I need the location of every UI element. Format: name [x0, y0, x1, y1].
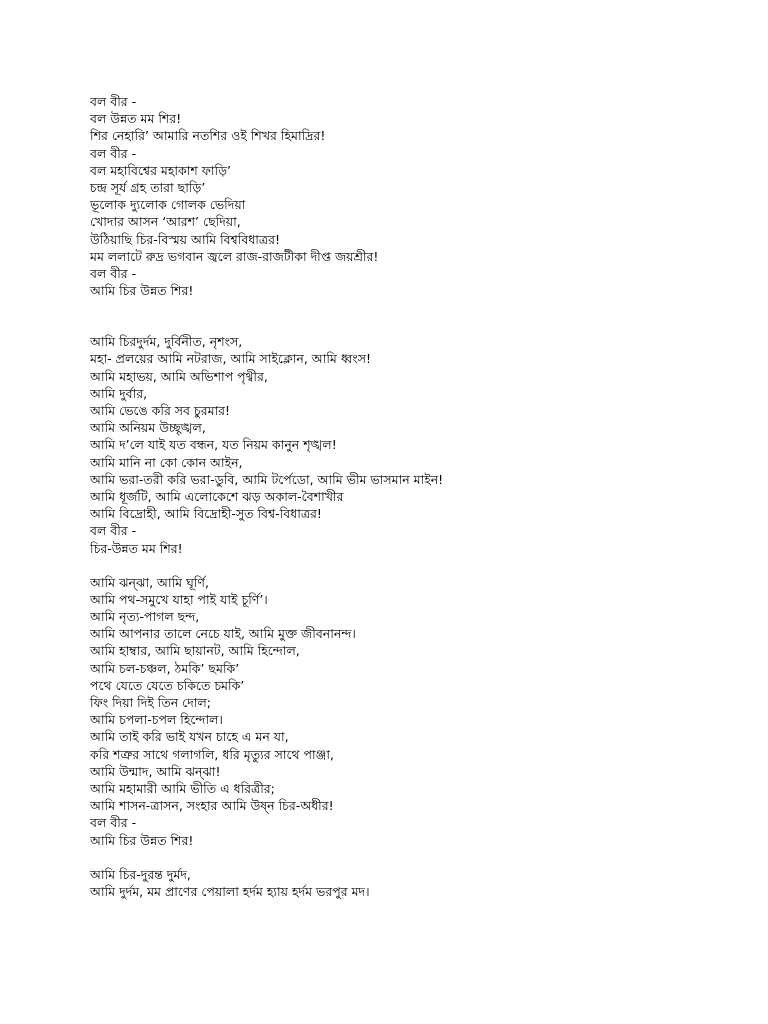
stanza-1	[90, 93, 730, 299]
poem-line: করি শত্রুর সাথে গলাগলি, ধরি মৃত্যুর সাথে পাঞ্জা,	[90, 746, 334, 762]
poem-line: বল বীর -	[90, 145, 137, 161]
poem-body	[90, 93, 730, 900]
poem-line: আমি চল-চঞ্চল, ঠমকি’ ছমকি’	[90, 660, 240, 676]
poem-line: আমি ধূর্জটি, আমি এলোকেশে ঝড় অকাল-বৈশাখীর	[90, 488, 344, 504]
stanza-break	[90, 557, 730, 574]
stanza-4	[90, 866, 730, 900]
poem-line: বল উন্নত মম শির!	[90, 111, 182, 127]
poem-line: বল মহাবিশ্বের মহাকাশ ফাড়ি’	[90, 162, 232, 178]
poem-line: আমি পথ-সমুখে যাহা পাই যাই চূর্ণি’।	[90, 591, 268, 607]
poem-line: আমি মানি না কো কোন আইন,	[90, 454, 243, 470]
poem-line: চন্দ্র সূর্য গ্রহ তারা ছাড়ি’	[90, 179, 206, 195]
poem-line: ভূলোক দ্যুলোক গোলক ভেদিয়া	[90, 197, 246, 213]
poem-line: উঠিয়াছি চির-বিস্ময় আমি বিশ্ববিধাত্রর!	[90, 231, 280, 247]
poem-line: আমি চির-দুরন্ত দুর্মদ,	[90, 866, 191, 882]
poem-line: পথে যেতে যেতে চকিতে চমকি’	[90, 677, 245, 693]
poem-line: চির-উন্নত মম শির!	[90, 540, 183, 556]
poem-line: আমি চিরদুর্দম, দুর্বিনীত, নৃশংস,	[90, 334, 243, 350]
poem-line: আমি হাম্বার, আমি ছায়ানট, আমি হিন্দোল,	[90, 643, 300, 659]
poem-line: আমি বিদ্রোহী, আমি বিদ্রোহী-সুত বিশ্ব-বিধাত্রর!	[90, 506, 322, 522]
poem-line: আমি নৃত্য-পাগল ছন্দ,	[90, 609, 200, 625]
poem-line: আমি চির উন্নত শির!	[90, 832, 194, 848]
poem-line: বল বীর -	[90, 265, 137, 281]
stanza-2	[90, 333, 730, 556]
poem-line: বল বীর -	[90, 523, 137, 539]
poem-line: আমি ভেঙে করি সব চুরমার!	[90, 403, 231, 418]
poem-line: আমি মহাভয়, আমি অভিশাপ পৃথ্বীর,	[90, 368, 268, 384]
poem-line: আমি মহামারী আমি ভীতি এ ধরিত্রীর;	[90, 780, 275, 796]
poem-line: খোদার আসন ‘আরশ’ ছেদিয়া,	[90, 214, 241, 230]
stanza-break	[90, 299, 730, 333]
poem-line: আমি চির উন্নত শির!	[90, 283, 194, 299]
poem-line: আমি দ’লে যাই যত বন্ধন, যত নিয়ম কানুন শৃঙ্খল!	[90, 437, 337, 453]
poem-line: মহা- প্রলয়ের আমি নটরাজ, আমি সাইক্লোন, আমি ধ্বংস!	[90, 351, 371, 367]
poem-line: আমি তাই করি ভাই যখন চাহে এ মন যা,	[90, 729, 289, 745]
poem-line: মম ললাটে রুদ্র ভগবান জ্বলে রাজ-রাজটীকা দীপ্ত জয়শ্রীর!	[90, 248, 379, 264]
poem-line: আমি অনিয়ম উচ্ছৃঙ্খল,	[90, 420, 206, 436]
poem-line: আমি দুর্বার,	[90, 385, 148, 401]
poem-line: আমি ভরা-তরী করি ভরা-ডুবি, আমি টর্পেডো, আমি ভীম ভাসমান মাইন!	[90, 471, 444, 487]
poem-line: শির নেহারি’ আমারি নতশির ওই শিখর হিমাদ্রির!	[90, 128, 326, 144]
poem-line: আমি উন্মাদ, আমি ঝন্ঝা!	[90, 763, 221, 779]
poem-line: আমি আপনার তালে নেচে যাই, আমি মুক্ত জীবনানন্দ।	[90, 626, 356, 642]
poem-line: আমি ঝন্ঝা, আমি ঘূর্ণি,	[90, 574, 209, 590]
stanza-3	[90, 574, 730, 849]
stanza-break	[90, 849, 730, 866]
poem-line: বল বীর -	[90, 94, 137, 109]
poem-line: বল বীর -	[90, 815, 137, 831]
poem-line: আমি দুর্দম, মম প্রাণের পেয়ালা হর্দম হ্যায় হর্দম ভরপুর মদ।	[90, 883, 370, 899]
poem-line: আমি শাসন-ত্রাসন, সংহার আমি উষ্ন চির-অধীর!	[90, 798, 334, 814]
poem-line: আমি চপলা-চপল হিন্দোল।	[90, 712, 223, 728]
poem-line: ফিং দিয়া দিই তিন দোল;	[90, 695, 211, 710]
